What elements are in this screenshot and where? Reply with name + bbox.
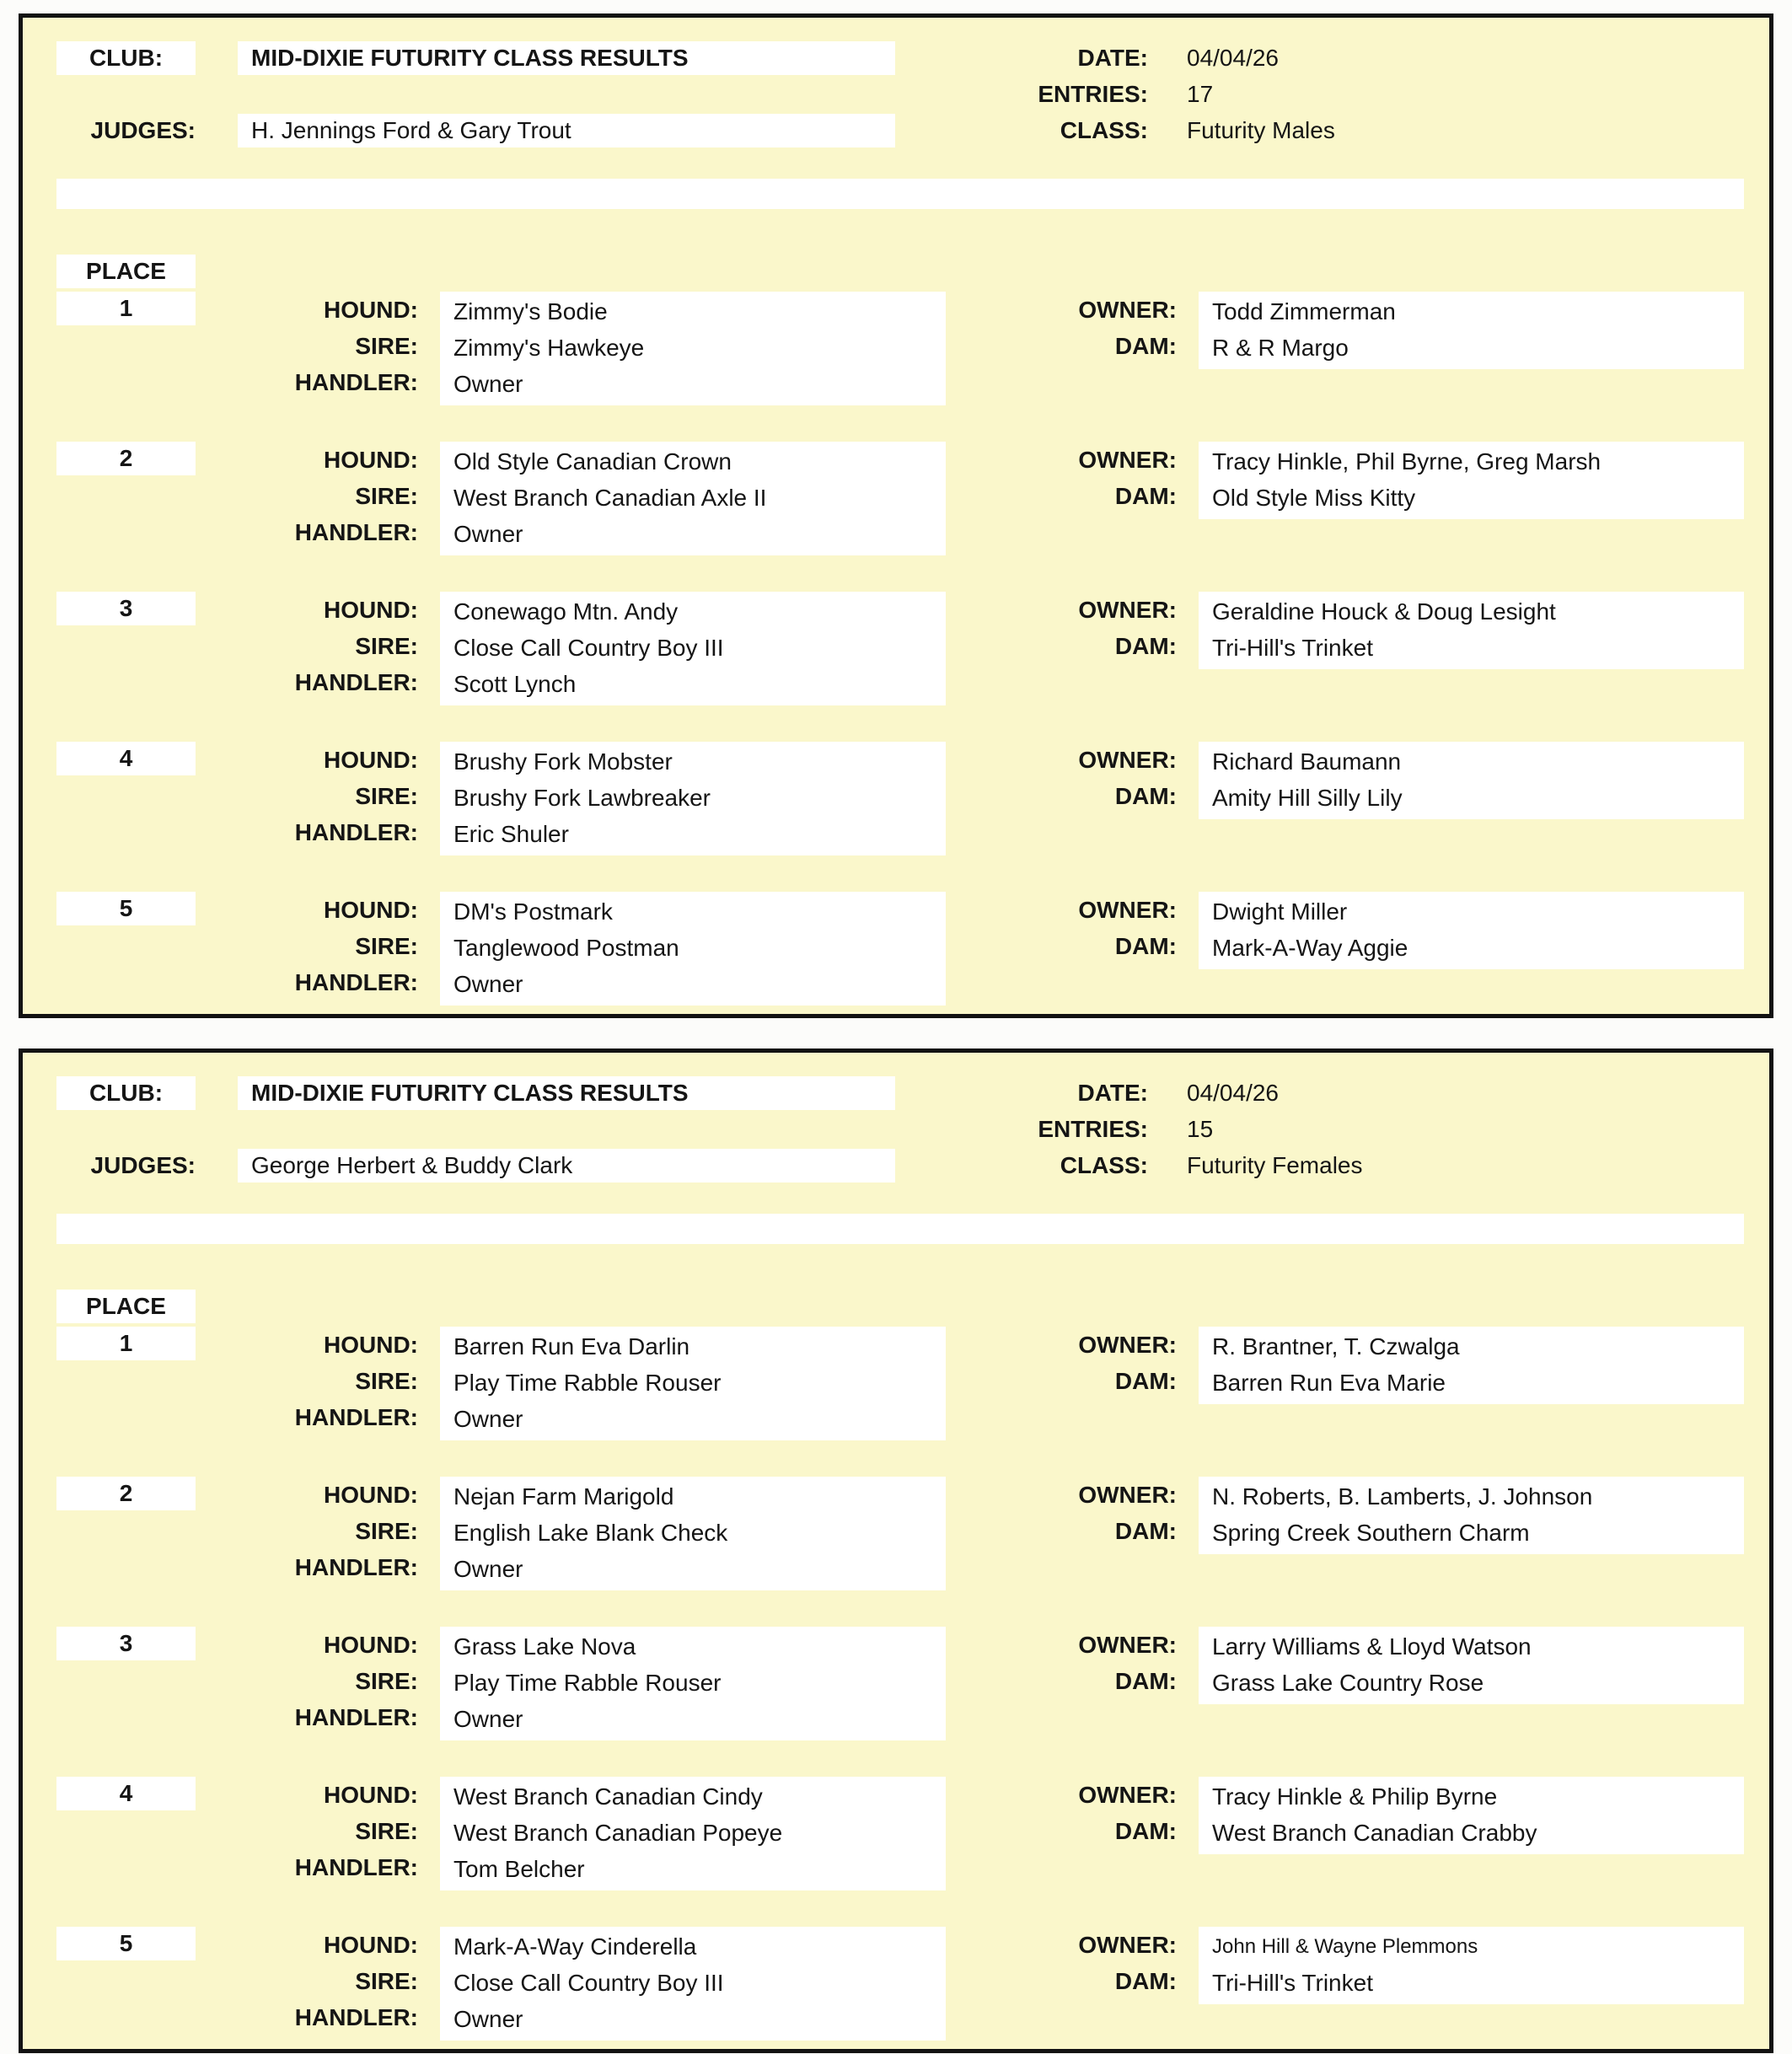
sire-label: SIRE: [355, 933, 418, 959]
place-number: 3 [56, 1627, 196, 1660]
handler-label: HANDLER: [294, 1704, 418, 1730]
class-value: Futurity Males [1187, 117, 1335, 143]
sire-label: SIRE: [355, 633, 418, 659]
dam-value: Old Style Miss Kitty [1212, 485, 1416, 511]
handler-value: Owner [453, 971, 523, 997]
owner-details-field [1199, 1927, 1744, 2004]
hound-label: HOUND: [324, 297, 418, 323]
owner-label: OWNER: [1078, 1632, 1177, 1658]
results-card-futurity-females [19, 1048, 1773, 2053]
place-number: 1 [56, 292, 196, 325]
date-value: 04/04/26 [1187, 1080, 1279, 1106]
hound-details-field [440, 442, 946, 555]
hound-details-field [440, 892, 946, 1006]
judges-value: George Herbert & Buddy Clark [238, 1149, 895, 1183]
dam-value: West Branch Canadian Crabby [1212, 1820, 1537, 1846]
hound-value: Brushy Fork Mobster [453, 748, 673, 775]
dam-label: DAM: [1114, 1668, 1177, 1694]
place-entry [56, 742, 1769, 855]
owner-value: Tracy Hinkle, Phil Byrne, Greg Marsh [1212, 448, 1602, 475]
hound-details-field [440, 742, 946, 855]
owner-details-field [1199, 1627, 1744, 1704]
sire-value: English Lake Blank Check [453, 1520, 728, 1546]
owner-labels [946, 1477, 1199, 1590]
entries-row [56, 1113, 1769, 1149]
hound-details-field [440, 592, 946, 705]
hound-labels [196, 442, 440, 555]
entries-value: 15 [1187, 1116, 1214, 1142]
hound-label: HOUND: [324, 1632, 418, 1658]
dam-label: DAM: [1114, 933, 1177, 959]
dam-label: DAM: [1114, 1368, 1177, 1394]
owner-labels [946, 442, 1199, 555]
dam-label: DAM: [1114, 333, 1177, 359]
sire-value: West Branch Canadian Popeye [453, 1820, 783, 1846]
owner-labels [946, 1927, 1199, 2041]
judges-label: JUDGES: [90, 1152, 196, 1178]
hound-label: HOUND: [324, 897, 418, 923]
handler-value: Owner [453, 1706, 523, 1732]
dam-value: Tri-Hill's Trinket [1212, 1970, 1373, 1996]
owner-label: OWNER: [1078, 297, 1177, 323]
place-entry [56, 1327, 1769, 1440]
hound-labels [196, 742, 440, 855]
hound-value: Mark-A-Way Cinderella [453, 1933, 697, 1960]
owner-label: OWNER: [1078, 1782, 1177, 1808]
dam-value: Mark-A-Way Aggie [1212, 935, 1408, 961]
hound-value: Zimmy's Bodie [453, 298, 608, 324]
owner-details-field [1199, 292, 1744, 369]
sire-value: Play Time Rabble Rouser [453, 1370, 722, 1396]
sire-value: Brushy Fork Lawbreaker [453, 785, 711, 811]
hound-labels [196, 592, 440, 705]
spacer [196, 1149, 238, 1185]
owner-labels [946, 592, 1199, 705]
owner-value: John Hill & Wayne Plemmons [1212, 1935, 1478, 1958]
place-number: 4 [56, 742, 196, 775]
owner-value: Todd Zimmerman [1212, 298, 1396, 324]
handler-label: HANDLER: [294, 369, 418, 395]
place-number: 2 [56, 1477, 196, 1510]
hound-value: Barren Run Eva Darlin [453, 1333, 690, 1360]
sire-value: Play Time Rabble Rouser [453, 1670, 722, 1696]
hound-details-field [440, 1927, 946, 2041]
owner-label: OWNER: [1078, 597, 1177, 623]
hound-labels [196, 1477, 440, 1590]
owner-details-field [1199, 1477, 1744, 1554]
place-entry [56, 892, 1769, 1006]
hound-details-field [440, 1327, 946, 1440]
hound-details-field [440, 292, 946, 405]
place-entry [56, 1927, 1769, 2041]
spacer [238, 78, 895, 111]
sire-value: Close Call Country Boy III [453, 635, 724, 661]
place-entry [56, 292, 1769, 405]
sire-label: SIRE: [355, 1518, 418, 1544]
sire-label: SIRE: [355, 1968, 418, 1994]
spacer [196, 41, 238, 78]
handler-label: HANDLER: [294, 1854, 418, 1880]
owner-label: OWNER: [1078, 1332, 1177, 1358]
owner-value: Larry Williams & Lloyd Watson [1212, 1633, 1532, 1660]
handler-label: HANDLER: [294, 969, 418, 995]
hound-value: Grass Lake Nova [453, 1633, 636, 1660]
handler-value: Owner [453, 1406, 523, 1432]
hound-value: Conewago Mtn. Andy [453, 598, 679, 625]
owner-value: Geraldine Houck & Doug Lesight [1212, 598, 1556, 625]
class-label: CLASS: [1060, 1152, 1148, 1178]
club-label: CLUB: [56, 1076, 196, 1110]
handler-label: HANDLER: [294, 819, 418, 845]
owner-labels [946, 1327, 1199, 1440]
sire-label: SIRE: [355, 1668, 418, 1694]
handler-value: Owner [453, 1556, 523, 1582]
place-entry [56, 1627, 1769, 1740]
dam-label: DAM: [1114, 483, 1177, 509]
results-card-futurity-males [19, 13, 1773, 1018]
place-entry [56, 1477, 1769, 1590]
club-row [56, 1076, 1769, 1113]
hound-value: DM's Postmark [453, 898, 613, 925]
handler-label: HANDLER: [294, 1554, 418, 1580]
sire-value: Close Call Country Boy III [453, 1970, 724, 1996]
handler-value: Owner [453, 521, 523, 547]
dam-label: DAM: [1114, 1968, 1177, 1994]
hound-label: HOUND: [324, 597, 418, 623]
place-number: 3 [56, 592, 196, 625]
owner-label: OWNER: [1078, 447, 1177, 473]
hound-value: West Branch Canadian Cindy [453, 1783, 763, 1810]
place-number: 4 [56, 1777, 196, 1810]
owner-value: N. Roberts, B. Lamberts, J. Johnson [1212, 1483, 1593, 1510]
sire-label: SIRE: [355, 1368, 418, 1394]
owner-label: OWNER: [1078, 1482, 1177, 1508]
hound-details-field [440, 1777, 946, 1890]
place-number: 2 [56, 442, 196, 475]
spacer [56, 78, 196, 111]
owner-labels [946, 742, 1199, 855]
class-label: CLASS: [1060, 117, 1148, 143]
date-value: 04/04/26 [1187, 45, 1279, 71]
owner-label: OWNER: [1078, 747, 1177, 773]
handler-value: Tom Belcher [453, 1856, 585, 1882]
handler-label: HANDLER: [294, 1404, 418, 1430]
judges-row [56, 114, 1769, 150]
owner-value: Dwight Miller [1212, 898, 1348, 925]
dam-label: DAM: [1114, 783, 1177, 809]
spacer [56, 1113, 196, 1146]
hound-label: HOUND: [324, 1932, 418, 1958]
sire-value: Tanglewood Postman [453, 935, 679, 961]
place-entry [56, 1777, 1769, 1890]
dam-value: Amity Hill Silly Lily [1212, 785, 1403, 811]
dam-label: DAM: [1114, 1818, 1177, 1844]
owner-details-field [1199, 592, 1744, 669]
club-value: MID-DIXIE FUTURITY CLASS RESULTS [238, 1076, 895, 1110]
club-row [56, 41, 1769, 78]
owner-details-field [1199, 892, 1744, 969]
judges-label: JUDGES: [90, 117, 196, 143]
dam-value: Tri-Hill's Trinket [1212, 635, 1373, 661]
hound-labels [196, 1627, 440, 1740]
hound-label: HOUND: [324, 1782, 418, 1808]
entries-value: 17 [1187, 81, 1214, 107]
class-value: Futurity Females [1187, 1152, 1363, 1178]
club-label: CLUB: [56, 41, 196, 75]
handler-label: HANDLER: [294, 2004, 418, 2030]
owner-value: Richard Baumann [1212, 748, 1402, 775]
owner-details-field [1199, 1327, 1744, 1404]
entries-label: ENTRIES: [1038, 81, 1148, 107]
spacer [196, 1113, 238, 1149]
handler-label: HANDLER: [294, 669, 418, 695]
owner-details-field [1199, 1777, 1744, 1854]
place-number: 5 [56, 892, 196, 925]
handler-value: Owner [453, 2006, 523, 2032]
owner-label: OWNER: [1078, 897, 1177, 923]
owner-value: R. Brantner, T. Czwalga [1212, 1333, 1460, 1360]
dam-value: Spring Creek Southern Charm [1212, 1520, 1530, 1546]
place-column-header: PLACE [56, 1290, 196, 1323]
handler-value: Scott Lynch [453, 671, 577, 697]
handler-value: Owner [453, 371, 523, 397]
hound-details-field [440, 1627, 946, 1740]
hound-label: HOUND: [324, 1332, 418, 1358]
blank-row [56, 179, 1744, 209]
hound-labels [196, 1777, 440, 1890]
spacer [196, 78, 238, 114]
dam-value: Barren Run Eva Marie [1212, 1370, 1446, 1396]
hound-details-field [440, 1477, 946, 1590]
hound-label: HOUND: [324, 1482, 418, 1508]
owner-details-field [1199, 442, 1744, 519]
sire-label: SIRE: [355, 783, 418, 809]
spacer [238, 1113, 895, 1146]
hound-labels [196, 1327, 440, 1440]
hound-value: Old Style Canadian Crown [453, 448, 732, 475]
owner-value: Tracy Hinkle & Philip Byrne [1212, 1783, 1498, 1810]
owner-label: OWNER: [1078, 1932, 1177, 1958]
hound-value: Nejan Farm Marigold [453, 1483, 674, 1510]
entries-row [56, 78, 1769, 114]
place-entry [56, 592, 1769, 705]
spacer [196, 114, 238, 150]
owner-labels [946, 292, 1199, 405]
handler-value: Eric Shuler [453, 821, 569, 847]
hound-label: HOUND: [324, 747, 418, 773]
dam-value: R & R Margo [1212, 335, 1349, 361]
owner-labels [946, 1627, 1199, 1740]
judges-value: H. Jennings Ford & Gary Trout [238, 114, 895, 147]
hound-label: HOUND: [324, 447, 418, 473]
place-column-header: PLACE [56, 255, 196, 288]
spacer [196, 1076, 238, 1113]
judges-row [56, 1149, 1769, 1185]
owner-labels [946, 892, 1199, 1006]
blank-row [56, 1214, 1744, 1244]
date-label: DATE: [1077, 45, 1148, 71]
hound-labels [196, 292, 440, 405]
entries-label: ENTRIES: [1038, 1116, 1148, 1142]
place-entry [56, 442, 1769, 555]
hound-labels [196, 1927, 440, 2041]
sire-label: SIRE: [355, 1818, 418, 1844]
owner-labels [946, 1777, 1199, 1890]
dam-label: DAM: [1114, 633, 1177, 659]
dam-label: DAM: [1114, 1518, 1177, 1544]
place-number: 5 [56, 1927, 196, 1960]
owner-details-field [1199, 742, 1744, 819]
place-number: 1 [56, 1327, 196, 1360]
date-label: DATE: [1077, 1080, 1148, 1106]
handler-label: HANDLER: [294, 519, 418, 545]
sire-value: West Branch Canadian Axle II [453, 485, 767, 511]
sire-label: SIRE: [355, 333, 418, 359]
sire-label: SIRE: [355, 483, 418, 509]
dam-value: Grass Lake Country Rose [1212, 1670, 1484, 1696]
club-value: MID-DIXIE FUTURITY CLASS RESULTS [238, 41, 895, 75]
sire-value: Zimmy's Hawkeye [453, 335, 645, 361]
hound-labels [196, 892, 440, 1006]
